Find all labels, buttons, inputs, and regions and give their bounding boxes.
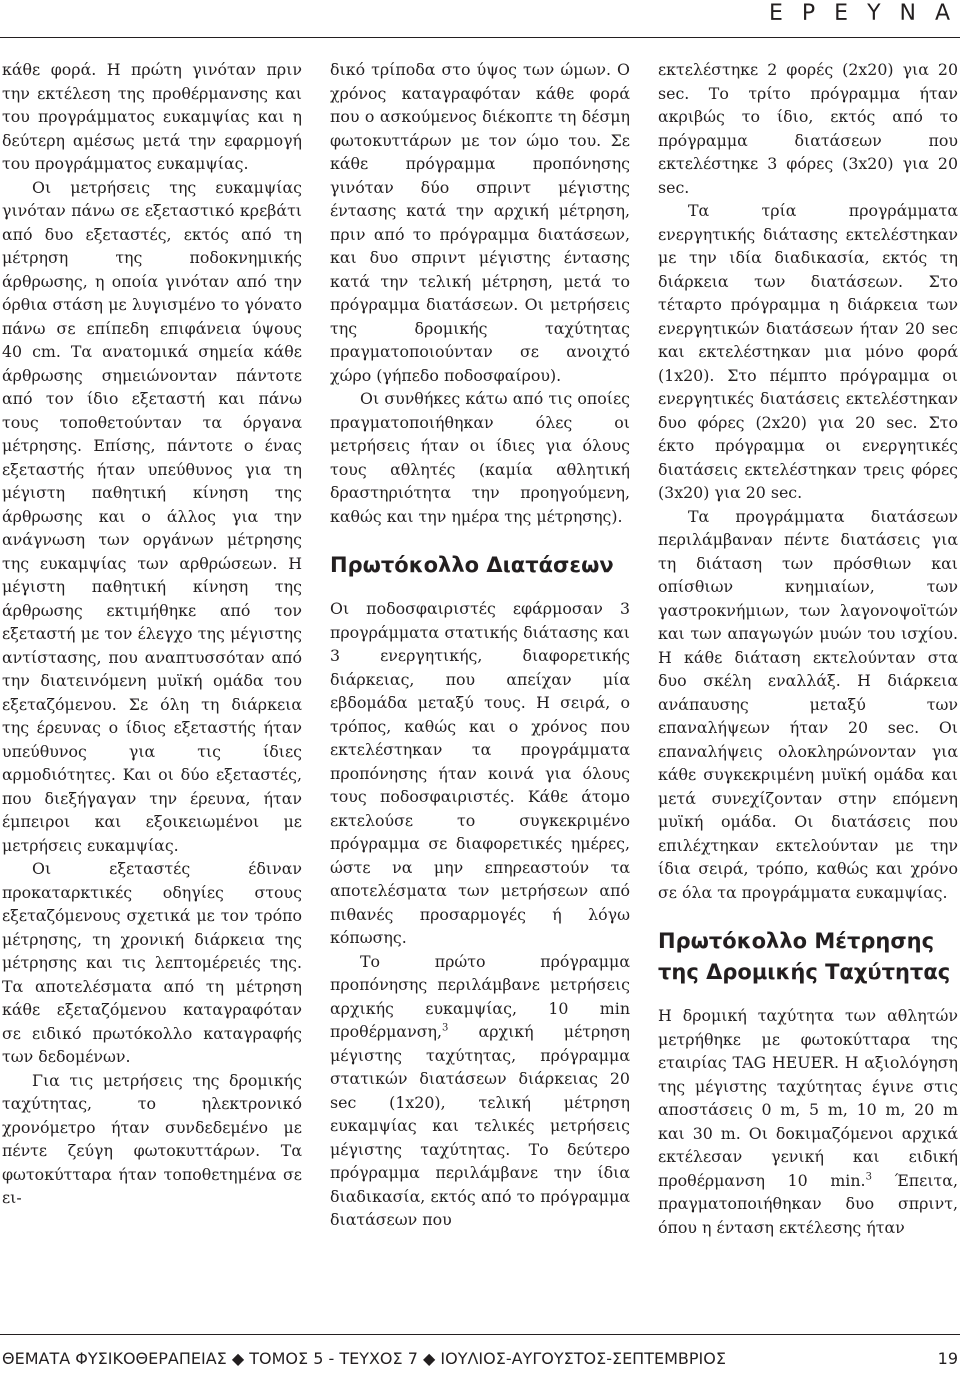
paragraph xyxy=(330,950,630,1232)
paragraph: Οι ποδοσφαιριστές εφάρμοσαν 3 προγράμματα στατικής διάτασης και 3 ενεργητικής, διαφορετικής διάρκειας, που απείχαν μία εβδομάδα μεταξύ τους. Η σειρά, ο τρόπος, καθώς και ο χρόνος που εκτελέστηκαν τα προγράμματα προπόνησης ήταν κοινά για όλους τους ποδοσφαιριστές. Κάθε άτομο εκτελούσε το συγκεκριμένο πρόγραμμα σε διαφορετικές ημέρες, ώστε να μην επηρεαστούν τα αποτελέσματα των μετρήσεων από πιθανές προσαρμογές ή λόγω κόπωσης. xyxy=(330,599,630,947)
paragraph: εκτελέστηκε 2 φορές (2x20) για 20 sec. Το τρίτο πρόγραμμα ήταν ακριβώς το ίδιο, εκτός από το πρόγραμμα διατάσεων που εκτελέστηκε 3 φόρες (3x20) για 20 sec. xyxy=(658,60,958,197)
paragraph: Οι εξεταστές έδιναν προκαταρκτικές οδηγίες στους εξεταζόμενους σχετικά με τον τρόπο μέτρησης, τη χρονική διάρκεια της μέτρησης και τις λεπτομέρειές της. Τα αποτελέσματα από τη μέτρηση κάθε εξεταζόμενου καταγραφόταν σε ειδικό πρωτόκολλο καταγραφής των δεδομένων. xyxy=(2,859,302,1066)
column-3 xyxy=(658,58,958,1320)
column-2 xyxy=(330,58,630,1320)
paragraph: Για τις μετρήσεις της δρομικής ταχύτητας, το ηλεκτρονικό χρονόμετρο ήταν συνδεδεμένο με πέντε ζεύγη φωτοκυττάρων. Τα φωτοκύτταρα ήταν τοποθετημένα σε ει- xyxy=(2,1070,302,1207)
page-number: 19 xyxy=(937,1349,958,1368)
citation-superscript: 3 xyxy=(441,1022,449,1034)
header-rule xyxy=(0,37,960,38)
paragraph-text: αρχική μέτρηση μέγιστης ταχύτητας, πρόγραμμα στατικών διατάσεων διάρκειας 20 sec (1x20), τελική μέτρηση ευκαμψίας και τελικές μετρήσεις μέγιστης ταχύτητας. Το δεύτερο πρόγραμμα περιλάμβανε την ίδια διαδικασία, εκτός από το πρόγραμμα διατάσεων που xyxy=(330,1022,630,1229)
page-footer xyxy=(2,1348,958,1370)
column-1 xyxy=(2,58,302,1320)
citation-superscript: 3 xyxy=(865,1171,872,1183)
journal-info: ΘΕΜΑΤΑ ΦΥΣΙΚΟΘΕΡΑΠΕΙΑΣ ◆ ΤΟΜΟΣ 5 - ΤΕΥΧΟΣ 7 ◆ ΙΟΥΛΙΟΣ-ΑΥΓΟΥΣΤΟΣ-ΣΕΠΤΕΜΒΡΙΟΣ xyxy=(2,1349,726,1368)
paragraph xyxy=(658,1004,958,1239)
footer-rule xyxy=(0,1334,960,1335)
paragraph-text: Η δρομική ταχύτητα των αθλητών μετρήθηκε με φωτοκύτταρα της εταιρίας TAG HEUER. Η αξιολόγηση της μέγιστης ταχύτητας έγινε στις αποστάσεις 0 m, 5 m, 10 m, 20 m και 30 m. Οι δοκιμαζόμενοι αρχικά εκτέλεσαν γενική και ειδική προθέρμανση 10 min. xyxy=(658,1006,958,1190)
paragraph-text: Το πρώτο πρόγραμμα προπόνησης περιλάμβανε μετρήσεις αρχικής ευκαμψίας, 10 min προθέρμανση, xyxy=(330,951,630,1041)
section-heading: Πρωτόκολλο Μέτρησης της Δρομικής Ταχύτητας xyxy=(658,929,951,984)
section-label: Ε Ρ Ε Υ Ν Α xyxy=(769,1,956,26)
paragraph: κάθε φορά. Η πρώτη γινόταν πριν την εκτέλεση της προθέρμανσης και του προγράμματος ευκαμψίας και η δεύτερη αμέσως μετά την εφαρμογή του προγράμματος ευκαμψίας. xyxy=(2,60,302,173)
paragraph: δικό τρίποδα στο ύψος των ώμων. Ο χρόνος καταγραφόταν κάθε φορά που ο ασκούμενος διέκοπτε τη δέσμη φωτοκυττάρων με τον ώμο του. Σε κάθε πρόγραμμα προπόνησης γινόταν δύο σπριντ μέγιστης έντασης κατά την αρχική μέτρηση, πριν από το πρόγραμμα διατάσεων, και δυο σπριντ μέγιστης έντασης κατά την τελική μέτρηση, μετά το πρόγραμμα διατάσεων. Οι μετρήσεις της δρομικής ταχύτητας πραγματοποιούνταν σε ανοιχτό χώρο (γήπεδο ποδοσφαίρου). xyxy=(330,60,630,385)
paragraph-text: Έπειτα, πραγματοποιήθηκαν δυο σπριντ, όπου η ένταση εκτέλεσης ήταν xyxy=(658,1170,958,1237)
paragraph: Τα προγράμματα διατάσεων περιλάμβαναν πέντε διατάσεις για τη διάταση των πρόσθιων και οπίσθιων κνημιαίων, των γαστροκνήμιων, των λαγονοψοϊτών και των απαγωγών μυών του ισχίου. Η κάθε διάταση εκτελούνταν στα δυο σκέλη εναλλάξ. Η διάρκεια ανάπαυσης μεταξύ των επαναλήψεων ήταν 20 sec. Οι επαναλήψεις ολοκληρώνονταν για κάθε συγκεκριμένη μυϊκή ομάδα και μετά συνεχίζονταν στην επόμενη μυϊκή ομάδα. Οι διατάσεις που επιλέχτηκαν εκτελούνταν με την ίδια σειρά, τρόπο, καθώς και χρόνο σε όλα τα προγράμματα ευκαμψίας. xyxy=(658,506,958,902)
section-heading: Πρωτόκολλο Διατάσεων xyxy=(330,553,614,577)
paragraph: Τα τρία προγράμματα ενεργητικής διάτασης εκτελέστηκαν με την ιδία διαδικασία, εκτός τη διάρκεια των διατάσεων. Στο τέταρτο πρόγραμμα η διάρκεια των ενεργητικών διατάσεων ήταν 20 sec και εκτελέστηκαν μια μόνο φορά (1x20). Στο πέμπτο πρόγραμμα οι ενεργητικές διατάσεις εκτελέστηκαν δυο φόρες (2x20) για 20 sec. Στο έκτο πρόγραμμα οι ενεργητικές διατάσεις εκτελέστηκαν τρεις φόρες (3x20) για 20 sec. xyxy=(658,201,958,502)
paragraph: Οι συνθήκες κάτω από τις οποίες πραγματοποιήθηκαν όλες οι μετρήσεις ήταν οι ίδιες για όλους τους αθλητές (καμία αθλητική δραστηριότητα την προηγούμενη, καθώς και την ημέρα της μέτρησης). xyxy=(330,389,630,526)
paragraph: Οι μετρήσεις της ευκαμψίας γινόταν πάνω σε εξεταστικό κρεβάτι από δυο εξεταστές, εκτός από τη μέτρηση της ποδοκνημικής άρθρωσης, η οποία γινόταν από την όρθια στάση με λυγισμένο το γόνατο πάνω σε επίπεδη επιφάνεια ύψους 40 cm. Τα ανατομικά σημεία κάθε άρθρωσης σημειώνονταν πάντοτε από τον ίδιο εξεταστή και πάνω τους τοποθετούνταν τα όργανα μέτρησης. Επίσης, πάντοτε ο ένας εξεταστής ήταν υπεύθυνος για τη μέγιστη παθητική κίνηση της άρθρωσης και ο άλλος για την ανάγνωση των οργάνων μέτρησης της ευκαμψίας των αρθρώσεων. Η μέγιστη παθητική κίνηση της άρθρωσης εκτιμήθηκε από τον εξεταστή με τον έλεγχο της μέγιστης αντίστασης, που αναπτυσσόταν από την διατεινόμενη μυϊκή ομάδα του εξεταζόμενου. Σε όλη τη διάρκεια της έρευνας ο ίδιος εξεταστής ήταν υπεύθυνος για τις ίδιες αρμοδιότητες. Και οι δύο εξεταστές, που διεξήγαγαν την έρευνα, ήταν έμπειροι και εξοικειωμένοι με μετρήσεις ευκαμψίας. xyxy=(2,177,302,855)
